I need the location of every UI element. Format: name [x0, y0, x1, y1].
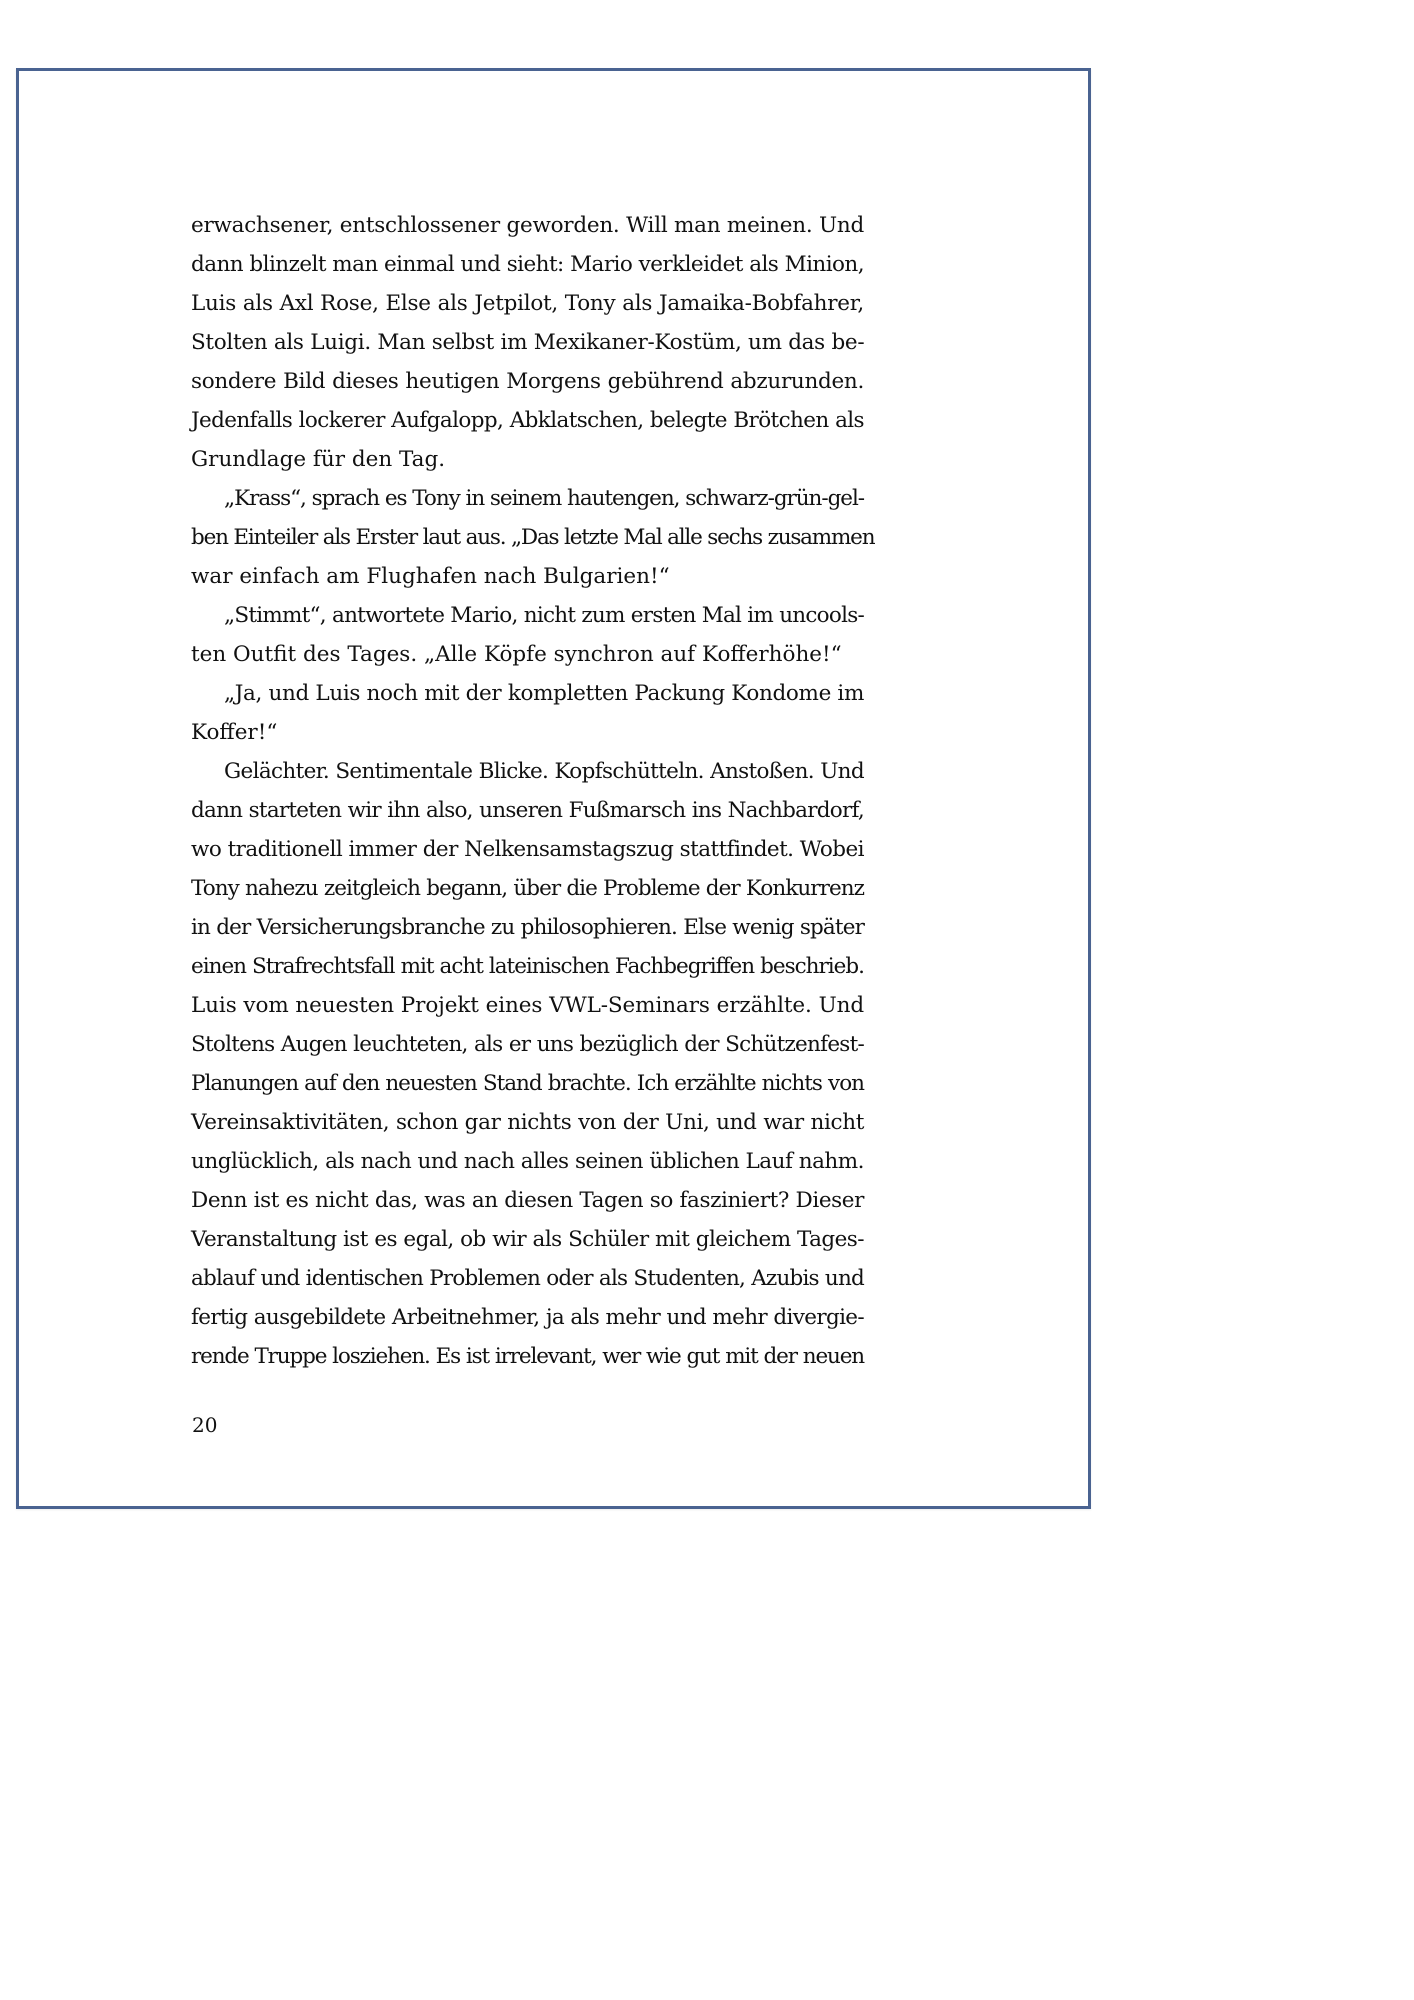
text-line: dann blinzelt man einmal und sieht: Mario verkleidet als Minion, [191, 252, 864, 277]
text-line: „Stimmt“, antwortete Mario, nicht zum ersten Mal im uncools- [224, 603, 864, 628]
text-line: Stolten als Luigi. Man selbst im Mexikaner-Kostüm, um das be- [191, 330, 865, 355]
text-line: Grundlage für den Tag. [191, 447, 446, 472]
text-line: Koffer!“ [191, 720, 278, 745]
text-line: einen Strafrechtsfall mit acht lateinischen Fachbegriffen beschrieb. [191, 954, 864, 979]
text-line: unglücklich, als nach und nach alles seinen üblichen Lauf nahm. [191, 1149, 864, 1174]
text-line: ben Einteiler als Erster laut aus. „Das letzte Mal alle sechs zusammen [191, 525, 875, 550]
body-text [191, 206, 875, 1376]
text-line: Tony nahezu zeitgleich begann, über die Probleme der Konkurrenz [191, 876, 864, 901]
text-line: Gelächter. Sentimentale Blicke. Kopfschütteln. Anstoßen. Und [224, 759, 864, 784]
text-line: Planungen auf den neuesten Stand brachte. Ich erzählte nichts von [191, 1071, 864, 1096]
text-line: Luis vom neuesten Projekt eines VWL-Seminars erzählte. Und [191, 993, 864, 1018]
text-line: erwachsener, entschlossener geworden. Will man meinen. Und [191, 213, 864, 238]
text-line: rende Truppe losziehen. Es ist irrelevant, wer wie gut mit der neuen [191, 1344, 864, 1369]
text-line: war einfach am Flughafen nach Bulgarien!“ [191, 564, 670, 589]
text-line: „Ja, und Luis noch mit der kompletten Packung Kondome im [224, 681, 864, 706]
text-line: Stoltens Augen leuchteten, als er uns bezüglich der Schützenfest- [191, 1032, 864, 1057]
text-line: Vereinsaktivitäten, schon gar nichts von der Uni, und war nicht [191, 1110, 864, 1135]
text-line: in der Versicherungsbranche zu philosophieren. Else wenig später [191, 915, 864, 940]
text-line: ten Outfit des Tages. „Alle Köpfe synchron auf Kofferhöhe!“ [191, 642, 842, 667]
text-line: Jedenfalls lockerer Aufgalopp, Abklatschen, belegte Brötchen als [191, 408, 864, 433]
text-line: „Krass“, sprach es Tony in seinem hautengen, schwarz-grün-gel- [224, 486, 864, 511]
book-page [16, 68, 1091, 1509]
text-line: Luis als Axl Rose, Else als Jetpilot, Tony als Jamaika-Bobfahrer, [191, 291, 864, 316]
text-line: dann starteten wir ihn also, unseren Fußmarsch ins Nachbardorf, [191, 798, 864, 823]
text-line: fertig ausgebildete Arbeitnehmer, ja als mehr und mehr divergie- [191, 1305, 864, 1330]
text-line: sondere Bild dieses heutigen Morgens gebührend abzurunden. [191, 369, 864, 394]
text-line: Denn ist es nicht das, was an diesen Tagen so fasziniert? Dieser [191, 1188, 864, 1213]
text-line: ablauf und identischen Problemen oder als Studenten, Azubis und [191, 1266, 864, 1291]
page-number: 20 [192, 1413, 218, 1437]
text-line: wo traditionell immer der Nelkensamstagszug stattfindet. Wobei [191, 837, 864, 862]
text-line: Veranstaltung ist es egal, ob wir als Schüler mit gleichem Tages- [191, 1227, 864, 1252]
